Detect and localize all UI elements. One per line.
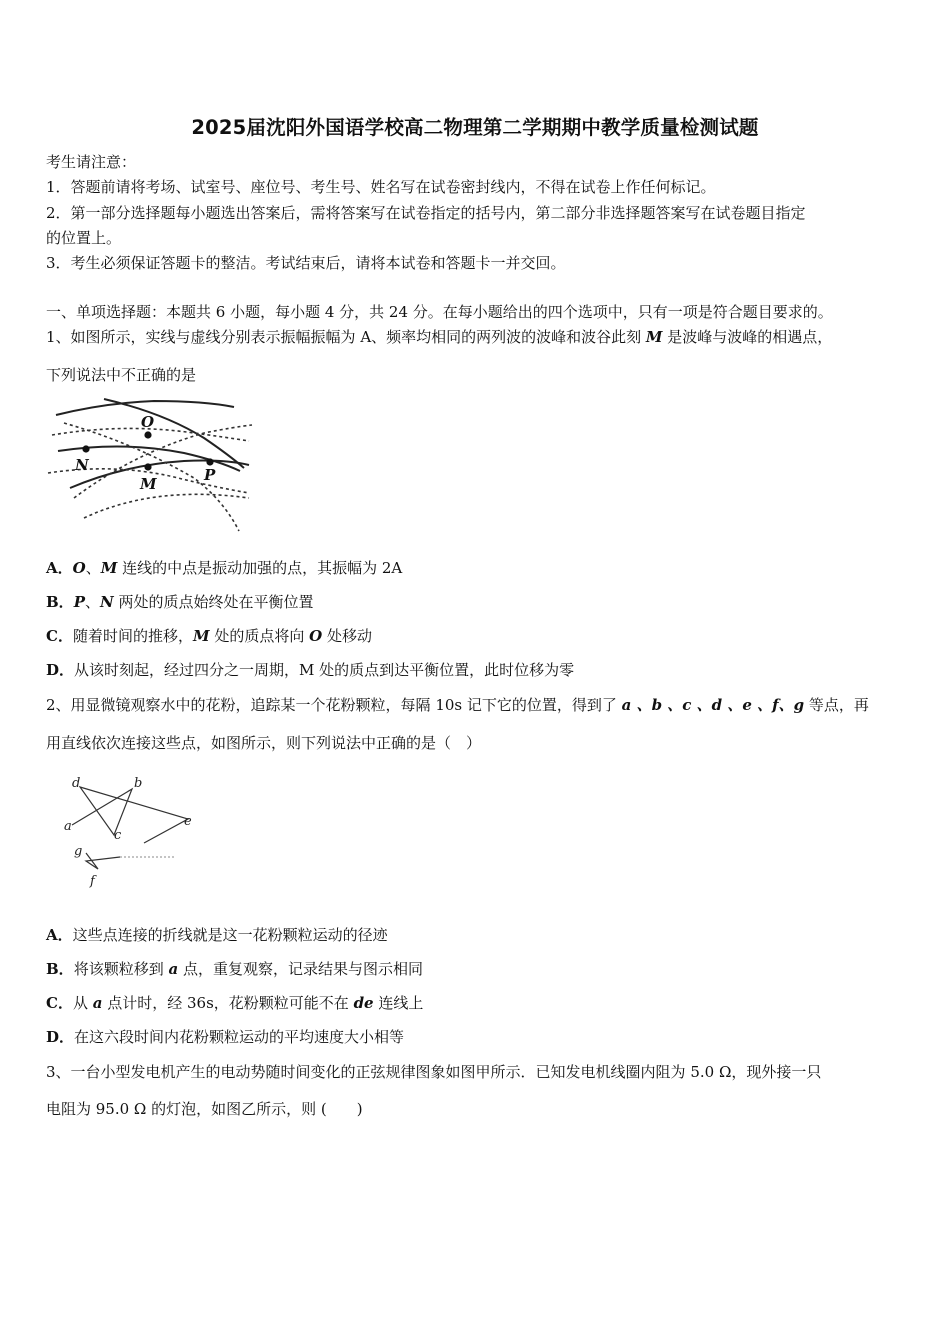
notice-item-1: 1．答题前请将考场、试室号、座位号、考生号、姓名写在试卷密封线内，不得在试卷上作任何标记。: [46, 178, 716, 196]
notice-item-2-cont: 的位置上。: [46, 229, 122, 247]
pollen-path: [72, 787, 188, 843]
q1-option-c: C．随着时间的推移，M 处的质点将向 O 处移动: [46, 627, 372, 645]
pollen-path-fg: [86, 853, 120, 869]
trough-line-3: [84, 494, 249, 518]
label-N: N: [75, 456, 89, 474]
pollen-path-figure: [60, 773, 200, 891]
q1-option-d: D．从该时刻起，经过四分之一周期，M 处的质点到达平衡位置，此时位移为零: [46, 661, 575, 679]
label-g: g: [74, 844, 83, 859]
point-N: [82, 445, 89, 452]
q3-stem-line2: 电阻为 95.0 Ω 的灯泡，如图乙所示，则 ( ): [46, 1100, 363, 1118]
notice-item-2: 2．第一部分选择题每小题选出答案后，需将答案写在试卷指定的括号内，第二部分非选择题答案写在试卷题目指定: [46, 204, 806, 222]
q2-option-a: A．这些点连接的折线就是这一花粉颗粒运动的径迹: [46, 926, 388, 944]
label-O: O: [141, 413, 155, 431]
q1-stem-line1: 1、如图所示，实线与虚线分别表示振幅振幅为 A、频率均相同的两列波的波峰和波谷此刻 M 是波峰与波峰的相遇点，: [46, 328, 833, 346]
q2-stem-line1: 2、用显微镜观察水中的花粉，追踪某一个花粉颗粒，每隔 10s 记下它的位置，得到了 a 、b 、c 、d 、e 、f、g 等点，再: [46, 696, 869, 714]
q2-stem-line2: 用直线依次连接这些点，如图所示，则下列说法中正确的是（ ）: [46, 734, 482, 752]
section-heading: 一、单项选择题：本题共 6 小题，每小题 4 分，共 24 分。在每小题给出的四个选项中，只有一项是符合题目要求的。: [46, 303, 833, 321]
q1-option-a: A．O、M 连线的中点是振动加强的点，其振幅为 2A: [46, 559, 403, 577]
wave-interference-figure: [44, 393, 254, 535]
q1-stem-line2: 下列说法中不正确的是: [46, 366, 197, 384]
label-P: P: [204, 466, 216, 484]
point-P: [206, 458, 213, 465]
q1-option-b: B．P、N 两处的质点始终处在平衡位置: [46, 593, 314, 611]
label-a: a: [64, 819, 72, 834]
label-d: d: [72, 776, 81, 791]
q3-stem-line1: 3、一台小型发电机产生的电动势随时间变化的正弦规律图象如图甲所示．已知发电机线圈内阻为 5.0 Ω，现外接一只: [46, 1063, 822, 1081]
label-c: c: [114, 828, 122, 843]
crest-line-diag: [104, 399, 244, 468]
q2-option-d: D．在这六段时间内花粉颗粒运动的平均速度大小相等: [46, 1028, 405, 1046]
point-O: [144, 431, 151, 438]
notice-item-3: 3．考生必须保证答题卡的整洁。考试结束后，请将本试卷和答题卡一并交回。: [46, 254, 566, 272]
q2-option-c: C．从 a 点计时，经 36s，花粉颗粒可能不在 de 连线上: [46, 994, 424, 1012]
label-b: b: [134, 776, 143, 791]
label-f: f: [90, 874, 95, 889]
q2-option-b: B．将该颗粒移到 a 点，重复观察，记录结果与图示相同: [46, 960, 423, 978]
label-M: M: [140, 475, 157, 493]
page-title: 2025届沈阳外国语学校高二物理第二学期期中教学质量检测试题: [191, 116, 759, 139]
notice-heading: 考生请注意：: [46, 153, 137, 171]
label-e: e: [184, 814, 192, 829]
point-M: [144, 463, 151, 470]
